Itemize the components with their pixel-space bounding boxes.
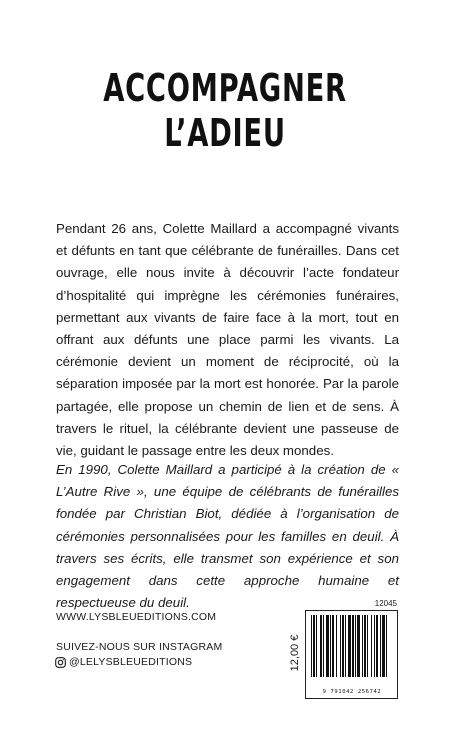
barcode-bar [386,615,387,677]
barcode-bar [380,615,381,677]
book-title-line-2: L’ADIEU [164,111,286,155]
instagram-label: SUIVEZ-NOUS SUR INSTAGRAM [56,641,223,653]
barcode-bar [374,615,375,677]
barcode-bar [323,615,324,677]
barcode-bar [376,615,378,677]
barcode-bars [311,615,394,685]
barcode-bar [382,615,385,677]
instagram-handle: @LELYSBLEUEDITIONS [69,656,193,668]
barcode-bar [345,615,346,677]
barcode-bar [367,615,368,677]
barcode-bar [316,615,317,677]
instagram-icon [55,657,66,668]
barcode-bar [340,615,341,677]
barcode-bar [362,615,363,677]
barcode-bar [371,615,372,677]
book-title-line-1: ACCOMPAGNER [103,66,347,110]
barcode [305,610,398,699]
barcode-bar [320,615,322,677]
barcode-bar [357,615,360,677]
barcode-bar [355,615,356,677]
price-label: 12,00 € [289,634,301,672]
product-code: 12045 [374,599,397,608]
book-title [63,66,387,156]
barcode-bar [311,615,312,677]
barcode-bar [330,615,331,677]
barcode-bar [336,615,337,677]
instagram-row [55,656,192,668]
barcode-bar [326,615,329,677]
publisher-website: WWW.LYSBLEUEDITIONS.COM [56,611,217,623]
barcode-bar [342,615,344,677]
barcode-bar [352,615,354,677]
barcode-bar [348,615,351,677]
barcode-bar [313,615,315,677]
isbn-digits: 9 791042 256742 [322,689,382,695]
author-bio: En 1990, Colette Maillard a participé à la création de « L’Autre Rive », une équipe de célébrants de funérailles fondée par Christian Biot, dédiée à l’organisation de cérémonies personnalisées pour les familles en deuil. À travers ses écrits, elle transmet son expérience et son engagement dans cette approche humaine et respectueuse du deuil. [56,462,399,611]
barcode-bar [332,615,334,677]
book-summary: Pendant 26 ans, Colette Maillard a accompagné vivants et défunts en tant que célébrante de funérailles. Dans cet ouvrage, elle nous invite à découvrir l’acte fondateur d’hospitalité qui imprègne les cérémonies funéraires, permettant aux vivants de faire face à la mort, tout en offrant aux défunts une place parmi les vivants. La cérémonie devient un moment de réciprocité, où la séparation imposée par la mort est honorée. Par la parole partagée, elle propose un chemin de lien et de sens. À travers le rituel, la célébrante devient une passeuse de vie, guidant le passage entre les deux mondes. [56,221,399,459]
barcode-bar [364,615,366,677]
